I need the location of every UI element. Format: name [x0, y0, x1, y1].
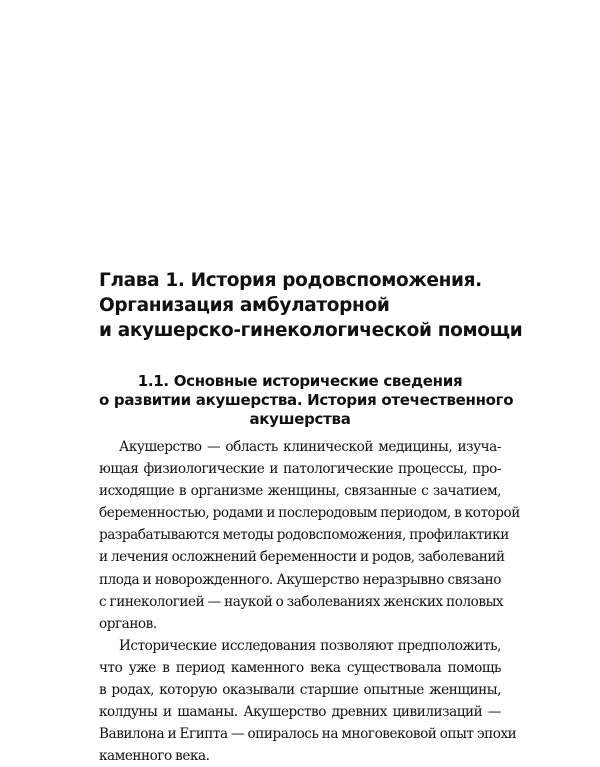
text-line: в родах, которую оказывали старшие опытные женщины,: [99, 682, 501, 699]
text-line: исходящие в организме женщины, связанные с зачатием,: [99, 483, 501, 500]
text-line: ющая физиологические и патологические процессы, про-: [99, 461, 501, 478]
text-line: органов.: [99, 615, 157, 632]
text-line: Исторические исследования позволяют предположить,: [119, 637, 501, 654]
text-line: и лечения осложнений беременности и родов, заболеваний: [99, 549, 505, 566]
section-title-line: о развитии акушерства. История отечественного: [99, 391, 514, 409]
body-text: [99, 436, 520, 767]
text-line: плода и новорожденного. Акушерство неразрывно связано: [99, 571, 501, 588]
section-title-line: 1.1. Основные исторические сведения: [137, 372, 463, 390]
paragraph-1: [99, 436, 520, 635]
text-line: что уже в период каменного века существовала помощь: [99, 659, 501, 676]
text-line: разрабатываются методы родовспоможения, профилактики: [99, 527, 509, 544]
chapter-title-line: Организация амбулаторной: [99, 295, 390, 316]
text-line: с гинекологией — наукой о заболеваниях женских половых: [99, 593, 504, 610]
chapter-title-line: и акушерско-гинекологической помощи: [99, 320, 523, 341]
text-line: беременностью, родами и послеродовым периодом, в которой: [99, 505, 520, 522]
section-title-line: акушерства: [249, 410, 351, 428]
text-line: Вавилона и Египта — опиралось на многовековой опыт эпохи: [99, 726, 517, 743]
chapter-title-line: Глава 1. История родовспоможения.: [99, 270, 482, 291]
text-line: Акушерство — область клинической медицины, изуча-: [119, 439, 501, 455]
paragraph-2: [99, 635, 517, 767]
chapter-title: [99, 268, 523, 343]
text-line: колдуны и шаманы. Акушерство древних цивилизаций —: [99, 704, 501, 721]
section-title: [99, 372, 514, 429]
text-line: каменного века.: [99, 748, 210, 765]
